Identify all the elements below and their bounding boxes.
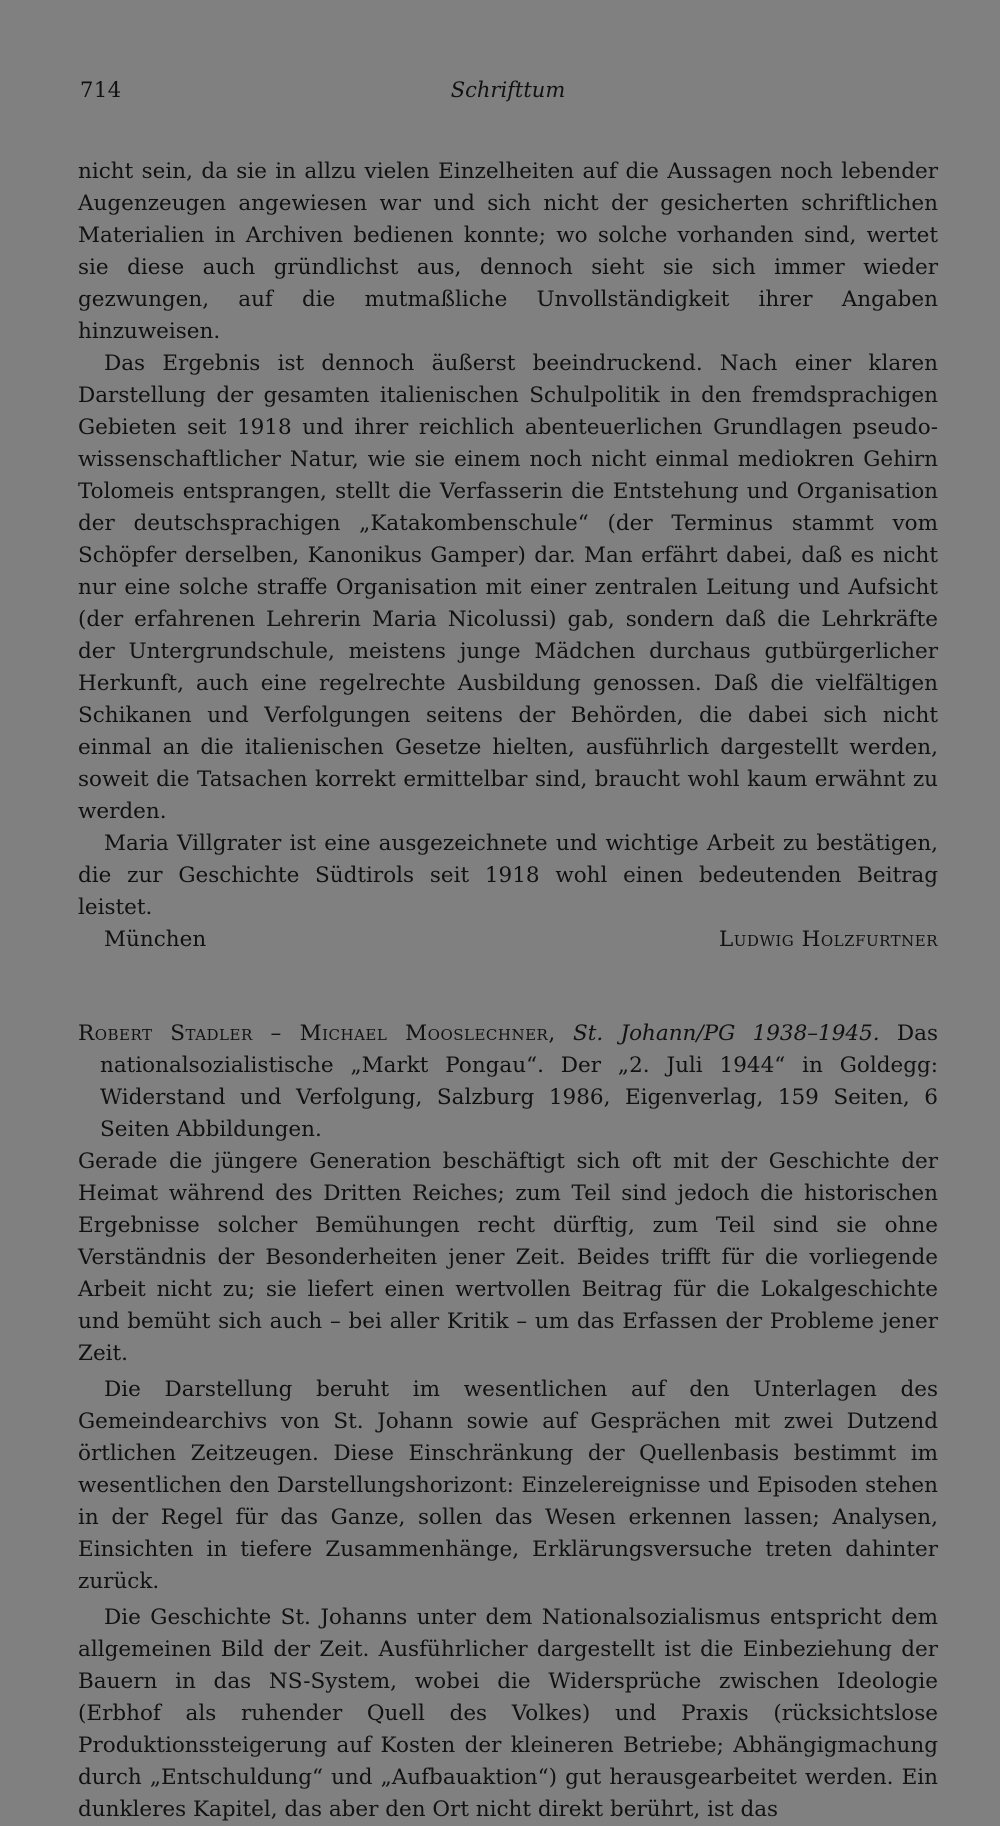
review-2-title-details: Das nationalsozialistische „Markt Pongau“. Der „2. Juli 1944“ in Goldegg: Widerstand und Verfolgung, Salzburg 1986, Eigenverlag, 159 Seiten, 6 Seiten Abbildungen.: [100, 1021, 938, 1142]
review-1-signature: [78, 924, 938, 956]
review-2-title: St. Johann/PG 1938–1945.: [572, 1021, 880, 1046]
review-2-paragraph-2: Die Darstellung beruht im wesentlichen auf den Unterlagen des Gemeindearchivs von St. Johann sowie auf Gesprächen mit zwei Dutzend örtlichen Zeitzeugen. Diese Einschränkung der Quellenbasis bestimmt im wesentlichen den Darstellungshorizont: Einzelereignisse und Episoden stehen in der Regel für das Ganze, sollen das Wesen erkennen lassen; Analysen, Einsichten in tiefere Zusammenhänge, Erklärungsversuche treten dahinter zurück.: [78, 1377, 938, 1594]
review-2-authors: Robert Stadler – Michael Mooslechner,: [78, 1021, 556, 1046]
reviewer-name: Ludwig Holzfurtner: [719, 927, 938, 952]
review-2-paragraph-1: Gerade die jüngere Generation beschäftigt sich oft mit der Geschichte der Heimat während des Dritten Reiches; zum Teil sind jedoch die historischen Ergebnisse solcher Bemühungen recht dürftig, zum Teil sind sie ohne Verständnis der Besonderheiten jener Zeit. Beides trifft für die vorliegende Arbeit nicht zu; sie liefert einen wertvollen Beitrag für die Lokalgeschichte und bemüht sich auch – bei aller Kritik – um das Erfassen der Probleme jener Zeit.: [78, 1149, 938, 1366]
review-place: München: [104, 927, 207, 952]
review-1-paragraph-3: Maria Villgrater ist eine ausgezeichnete und wichtige Arbeit zu bestätigen, die zur Geschichte Südtirols seit 1918 wohl einen bedeutenden Beitrag leistet.: [78, 831, 938, 920]
page-header: [78, 78, 938, 118]
review-1-paragraph-2: Das Ergebnis ist dennoch äußerst beeindruckend. Nach einer klaren Darstellung der gesamten italienischen Schulpolitik in den fremdsprachigen Gebieten seit 1918 und ihrer reichlich abenteuerlichen Grundlagen pseudo-wissenschaftlicher Natur, wie sie einem noch nicht einmal mediokren Gehirn Tolomeis entsprangen, stellt die Verfasserin die Entstehung und Organisation der deutschsprachigen „Katakombenschule“ (der Terminus stammt vom Schöpfer derselben, Kanonikus Gamper) dar. Man erfährt dabei, daß es nicht nur eine solche straffe Organisation mit einer zentralen Leitung und Aufsicht (der erfahrenen Lehrerin Maria Nicolussi) gab, sondern daß die Lehrkräfte der Untergrundschule, meistens junge Mädchen durchaus gutbürgerlicher Herkunft, auch eine regelrechte Ausbildung genossen. Daß die vielfältigen Schikanen und Verfolgungen seitens der Behörden, die dabei sich nicht einmal an die italienischen Gesetze hielten, ausführlich dargestellt werden, soweit die Tatsachen korrekt ermittelbar sind, braucht wohl kaum erwähnt zu werden.: [78, 351, 938, 824]
review-1: [78, 156, 938, 924]
review-2: [78, 1146, 938, 1826]
running-title: Schrifttum: [450, 78, 566, 102]
review-1-paragraph-1: nicht sein, da sie in allzu vielen Einzelheiten auf die Aussagen noch lebender Augenzeugen angewiesen war und sich nicht der gesicherten schriftlichen Materialien in Archiven bedienen konnte; wo solche vorhanden sind, wertet sie diese auch gründlichst aus, dennoch sieht sie sich immer wieder gezwungen, auf die mutmaßliche Unvollständigkeit ihrer Angaben hinzuweisen.: [78, 159, 938, 344]
book-page: [78, 78, 938, 1826]
review-2-paragraph-3: Die Geschichte St. Johanns unter dem Nationalsozialismus entspricht dem allgemeinen Bild der Zeit. Ausführlicher dargestellt ist die Einbeziehung der Bauern in das NS-System, wobei die Widersprüche zwischen Ideologie (Erbhof als ruhender Quell des Volkes) und Praxis (rücksichtslose Produktionssteigerung auf Kosten der kleineren Betriebe; Abhängigmachung durch „Entschuldung“ und „Aufbauaktion“) gut herausgearbeitet werden. Ein dunkleres Kapitel, das aber den Ort nicht direkt berührt, ist das: [78, 1605, 938, 1822]
review-2-bibliographic-heading: [78, 1018, 938, 1146]
page-number: 714: [80, 78, 122, 102]
